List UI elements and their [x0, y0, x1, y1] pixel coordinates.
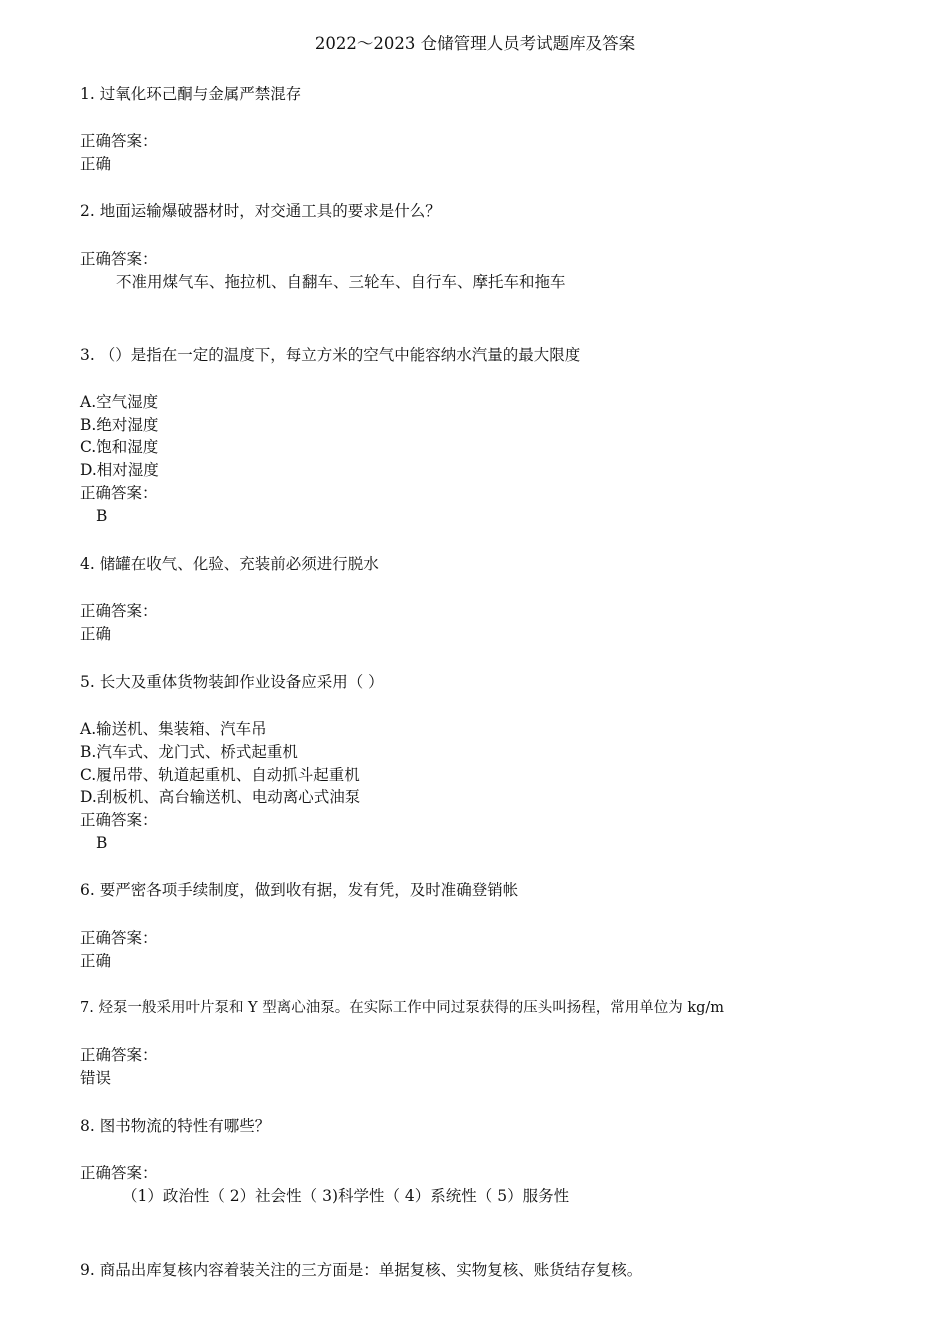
answer-label: 正确答案：	[80, 1046, 158, 1064]
answer-label: 正确答案：	[80, 929, 158, 947]
question-7-answer: 错误	[80, 1069, 112, 1087]
question-9-text: 9. 商品出库复核内容着装关注的三方面是：单据复核、实物复核、账货结存复核。	[80, 1261, 643, 1279]
answer-label: 正确答案：	[80, 484, 158, 502]
question-2-answer: 不准用煤气车、拖拉机、自翻车、三轮车、自行车、摩托车和拖车	[116, 273, 566, 291]
answer-label: 正确答案：	[80, 602, 158, 620]
question-1-answer: 正确	[80, 155, 112, 173]
question-5-text: 5. 长大及重体货物装卸作业设备应采用（ ）	[80, 673, 384, 691]
answer-label: 正确答案：	[80, 250, 158, 268]
question-3-text: 3. （）是指在一定的温度下，每立方米的空气中能容纳水汽量的最大限度	[80, 346, 581, 364]
question-5-option-b: B.汽车式、龙门式、桥式起重机	[80, 743, 298, 761]
question-3-answer: B	[96, 507, 108, 525]
question-5-option-c: C.履吊带、轨道起重机、自动抓斗起重机	[80, 766, 360, 784]
question-2-text: 2. 地面运输爆破器材时，对交通工具的要求是什么？	[80, 202, 441, 220]
answer-label: 正确答案：	[80, 132, 158, 150]
answer-label: 正确答案：	[80, 811, 158, 829]
question-3-option-a: A.空气湿度	[80, 393, 159, 411]
answer-label: 正确答案：	[80, 1164, 158, 1182]
question-5-option-d: D.刮板机、高台输送机、电动离心式油泵	[80, 788, 361, 806]
question-3-option-b: B.绝对湿度	[80, 416, 159, 434]
question-7-text: 7. 烃泵一般采用叶片泵和 Y 型离心油泵。在实际工作中同过泵获得的压头叫扬程，常用单位为 kg/m	[80, 1000, 725, 1016]
question-5-option-a: A.输送机、集装箱、汽车吊	[80, 720, 267, 738]
question-3-option-d: D.相对湿度	[80, 461, 159, 479]
question-8-answer: （1）政治性（ 2）社会性（ 3)科学性（ 4）系统性（ 5）服务性	[122, 1187, 570, 1205]
question-5-answer: B	[96, 834, 108, 852]
question-4-text: 4. 储罐在收气、化验、充装前必须进行脱水	[80, 555, 379, 573]
question-1-text: 1. 过氧化环己酮与金属严禁混存	[80, 85, 302, 103]
question-6-text: 6. 要严密各项手续制度，做到收有据，发有凭，及时准确登销帐	[80, 881, 519, 899]
question-4-answer: 正确	[80, 625, 112, 643]
question-8-text: 8. 图书物流的特性有哪些？	[80, 1117, 271, 1135]
question-3-option-c: C.饱和湿度	[80, 438, 159, 456]
question-6-answer: 正确	[80, 952, 112, 970]
document-title: 2022～2023 仓储管理人员考试题库及答案	[314, 34, 636, 53]
